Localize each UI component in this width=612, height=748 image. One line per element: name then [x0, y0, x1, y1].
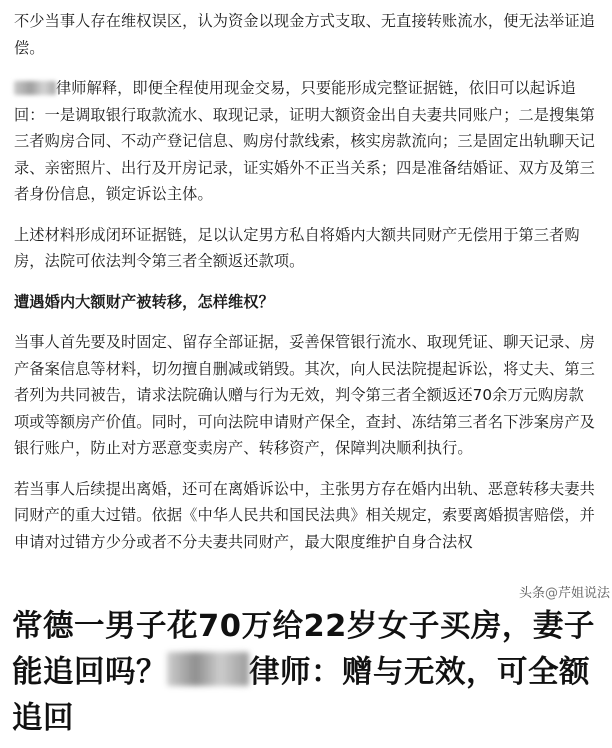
headline-block	[12, 604, 602, 742]
paragraph-3: 上述材料形成闭环证据链，足以认定男方私自将婚内大额共同财产无偿用于第三者购房，法院可依法判令第三者全额返还款项。	[14, 225, 580, 270]
blurred-name	[14, 81, 56, 95]
watermark	[515, 582, 612, 606]
headline-part-2: 律师：赠与无效，可全额追回	[12, 655, 590, 736]
section-heading: 遭遇婚内大额财产被转移，怎样维权？	[14, 292, 274, 311]
headline-part-1: 常德一男子花70万给22岁女子买房，妻子能追回吗？	[12, 609, 595, 690]
blurred-name-title	[167, 652, 249, 686]
paragraph-4: 当事人首先要及时固定、留存全部证据，妥善保管银行流水、取现凭证、聊天记录、房产备案信息等材料，切勿擅自删减或销毁。其次，向人民法院提起诉讼，将丈夫、第三者列为共同被告，请求法院确认赠与行为无效，判令第三者全额返还70余万元购房款项或等额房产价值。同时，可向法院申请财产保全，查封、冻结第三者名下涉案房产及银行账户，防止对方恶意变卖房产、转移资产，保障判决顺利执行。	[14, 333, 595, 457]
watermark-at: @	[544, 586, 558, 601]
watermark-platform: 头条	[518, 586, 545, 601]
paragraph-2	[14, 75, 598, 208]
paragraph-5: 若当事人后续提出离婚，还可在离婚诉讼中，主张男方存在婚内出轨、恶意转移夫妻共同财产的重大过错。依据《中华人民共和国民法典》相关规定，索要离婚损害赔偿，并申请对过错方少分或者不分夫妻共同财产，最大限度维护自身合法权	[14, 479, 595, 551]
paragraph-1: 不少当事人存在维权误区，认为资金以现金方式支取、无直接转账流水，便无法举证追偿。	[14, 12, 595, 57]
paragraph-2-text: 律师解释，即便全程使用现金交易，只要能形成完整证据链，依旧可以起诉追回：一是调取银行取款流水、取现记录，证明大额资金出自夫妻共同账户；二是搜集第三者购房合同、不动产登记信息、购房付款线索，核实房款流向；三是固定出轨聊天记录、亲密照片、出行及开房记录，证实婚外不正当关系；四是准备结婚证、双方及第三者身份信息，锁定诉讼主体。	[14, 79, 595, 203]
watermark-author: 芹姐说法	[557, 586, 610, 601]
headline	[12, 604, 602, 742]
